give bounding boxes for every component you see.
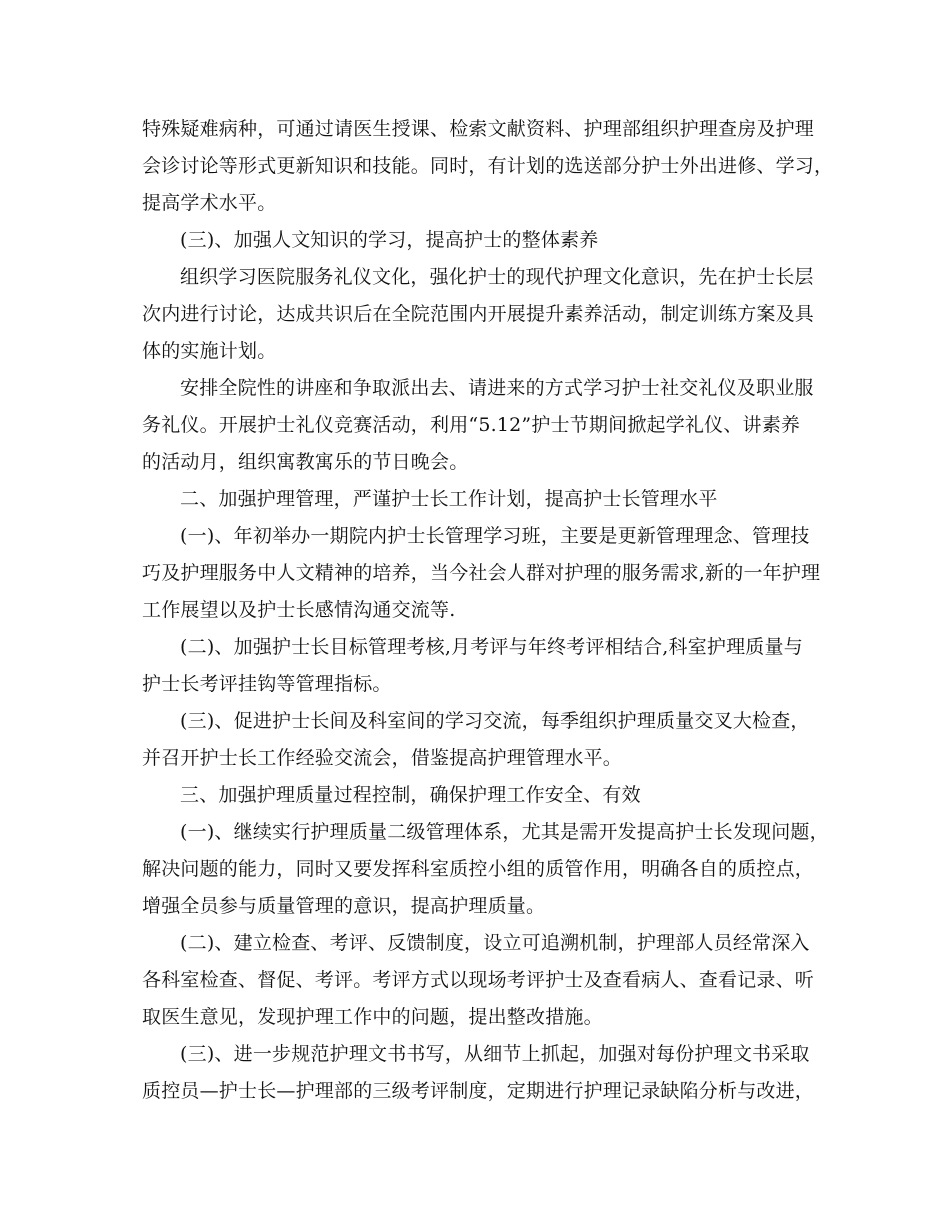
text-line: 组织学习医院服务礼仪文化，强化护士的现代护理文化意识，先在护士长层 [180,266,814,288]
text-line: 次内进行讨论，达成共识后在全院范围内开展提升素养活动，制定训练方案及具 [142,303,815,325]
text-line: (一)、继续实行护理质量二级管理体系，尤其是需开发提高护士长发现问题， [180,821,829,843]
text-line: 提高学术水平。 [142,192,277,214]
text-line: 工作展望以及护士长感情沟通交流等. [142,599,456,621]
text-line: 安排全院性的讲座和争取派出去、请进来的方式学习护士社交礼仪及职业服 [180,377,814,399]
text-line: 的活动月，组织寓教寓乐的节日晚会。 [142,451,469,473]
text-line: 取医生意见，发现护理工作中的问题，提出整改措施。 [142,1006,603,1028]
text-line: (二)、加强护士长目标管理考核,月考评与年终考评相结合,科室护理质量与 [180,636,803,658]
text-line: 体的实施计划。 [142,340,277,362]
text-line: 二、加强护理管理，严谨护士长工作计划，提高护士长管理水平 [180,488,718,510]
text-line: 护士长考评挂钩等管理指标。 [142,673,392,695]
text-line: 会诊讨论等形式更新知识和技能。同时，有计划的选送部分护士外出进修、学习， [142,155,834,177]
text-line: (一)、年初举办一期院内护士长管理学习班，主要是更新管理理念、管理技 [180,525,810,547]
text-line: (二)、建立检查、考评、反馈制度，设立可追溯机制，护理部人员经常深入 [180,932,810,954]
text-line: (三)、加强人文知识的学习，提高护士的整体素养 [180,229,599,251]
text-line: 各科室检查、督促、考评。考评方式以现场考评护士及查看病人、查看记录、听 [142,969,815,991]
text-line: 巧及护理服务中人文精神的培养，当今社会人群对护理的服务需求,新的一年护理 [142,562,821,584]
text-line: 三、加强护理质量过程控制，确保护理工作安全、有效 [180,784,641,806]
text-line: (三)、促进护士长间及科室间的学习交流，每季组织护理质量交叉大检查， [180,710,810,732]
text-line: 特殊疑难病种，可通过请医生授课、检索文献资料、护理部组织护理查房及护理 [142,118,815,140]
text-line: 并召开护士长工作经验交流会，借鉴提高护理管理水平。 [142,747,623,769]
text-line: 质控员—护士长—护理部的三级考评制度，定期进行护理记录缺陷分析与改进， [142,1080,815,1102]
text-line: (三)、进一步规范护理文书书写，从细节上抓起，加强对每份护理文书采取 [180,1043,810,1065]
text-line: 务礼仪。开展护士礼仪竞赛活动，利用“5.12”护士节期间掀起学礼仪、讲素养 [142,414,801,436]
document-body [142,111,834,1110]
text-line: 解决问题的能力，同时又要发挥科室质控小组的质管作用，明确各自的质控点， [142,858,815,880]
text-line: 增强全员参与质量管理的意识，提高护理质量。 [142,895,546,917]
